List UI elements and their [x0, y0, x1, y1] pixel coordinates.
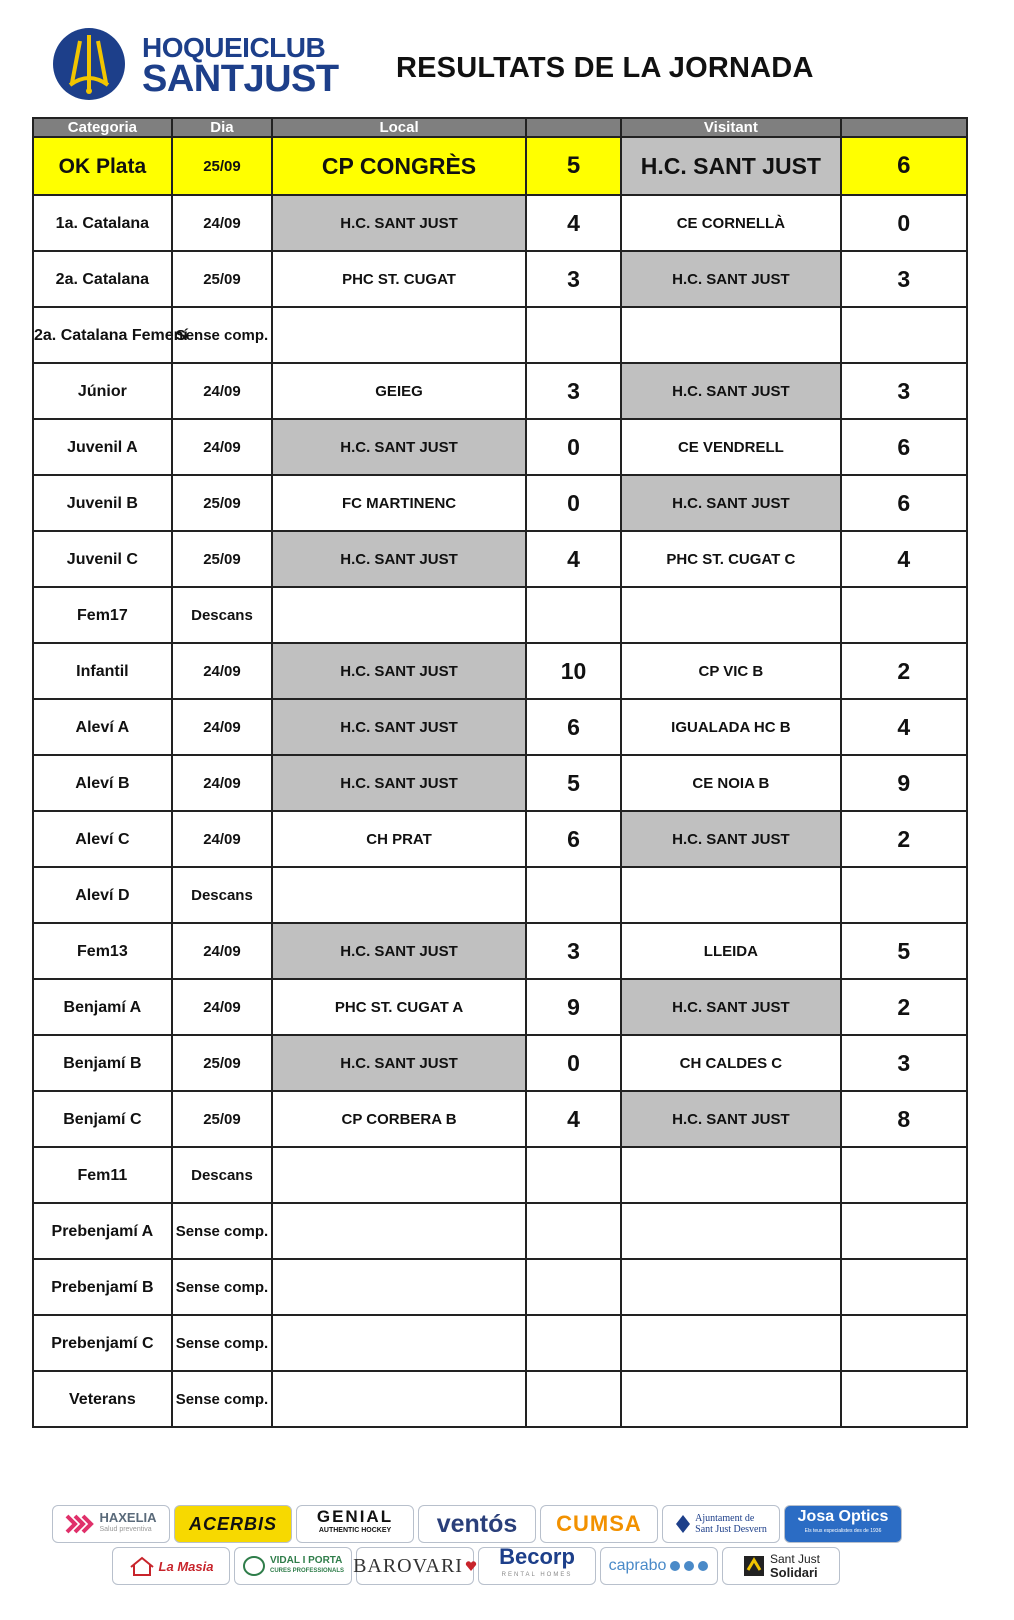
table-row [33, 1147, 967, 1203]
visitor-score-cell: 6 [841, 475, 967, 531]
visitor-score-cell: 3 [841, 363, 967, 419]
local-team-cell [272, 1147, 526, 1203]
day-cell: 24/09 [172, 755, 272, 811]
visitor-team-cell [621, 1371, 841, 1427]
solidari-hands-icon [742, 1554, 766, 1578]
local-score-cell [526, 1147, 621, 1203]
sponsors-strip [52, 1505, 962, 1617]
caprabo-dots-icon [669, 1559, 709, 1573]
visitor-score-cell [841, 1315, 967, 1371]
column-header-local-score [526, 118, 621, 137]
day-cell: 25/09 [172, 1091, 272, 1147]
visitor-team-cell: H.C. SANT JUST [621, 137, 841, 195]
sponsor-tagline: Solidari [769, 1565, 818, 1580]
local-team-cell [272, 1203, 526, 1259]
table-header-row [33, 118, 967, 137]
local-team-cell: H.C. SANT JUST [272, 419, 526, 475]
visitor-score-cell: 2 [841, 643, 967, 699]
visitor-score-cell [841, 1371, 967, 1427]
day-cell: 24/09 [172, 979, 272, 1035]
table-row [33, 1259, 967, 1315]
category-cell: 2a. Catalana [33, 251, 172, 307]
visitor-team-cell: LLEIDA [621, 923, 841, 979]
local-team-cell [272, 867, 526, 923]
visitor-score-cell: 2 [841, 979, 967, 1035]
sponsor-tagline: RENTAL HOMES [501, 1572, 573, 1578]
local-score-cell: 3 [526, 923, 621, 979]
visitor-score-cell: 4 [841, 531, 967, 587]
visitor-team-cell: H.C. SANT JUST [621, 363, 841, 419]
local-score-cell: 6 [526, 811, 621, 867]
local-score-cell: 4 [526, 1091, 621, 1147]
local-team-cell: GEIEG [272, 363, 526, 419]
category-cell: Benjamí B [33, 1035, 172, 1091]
visitor-team-cell: CE NOIA B [621, 755, 841, 811]
category-cell: Aleví D [33, 867, 172, 923]
local-score-cell: 0 [526, 475, 621, 531]
visitor-team-cell: CP VIC B [621, 643, 841, 699]
category-cell: Aleví C [33, 811, 172, 867]
local-team-cell [272, 1259, 526, 1315]
table-row [33, 1203, 967, 1259]
club-crest-icon [52, 27, 126, 101]
visitor-score-cell [841, 307, 967, 363]
category-cell: Aleví B [33, 755, 172, 811]
sponsor-acerbis [174, 1505, 292, 1543]
local-score-cell: 0 [526, 419, 621, 475]
local-score-cell [526, 307, 621, 363]
category-cell: Prebenjamí C [33, 1315, 172, 1371]
table-row [33, 811, 967, 867]
table-row [33, 307, 967, 363]
column-header-day: Dia [172, 118, 272, 137]
visitor-team-cell: IGUALADA HC B [621, 699, 841, 755]
sponsor-name: Josa Optics [797, 1508, 889, 1525]
local-team-cell: H.C. SANT JUST [272, 755, 526, 811]
visitor-score-cell: 2 [841, 811, 967, 867]
sponsor-name: BAROVARI [353, 1554, 463, 1577]
results-table [32, 117, 968, 1428]
sponsor-name: GENIAL [316, 1507, 394, 1526]
local-team-cell: H.C. SANT JUST [272, 699, 526, 755]
sponsor-name: Becorp [499, 1544, 575, 1569]
sponsor-becorp [478, 1544, 596, 1585]
visitor-team-cell [621, 867, 841, 923]
table-row [33, 587, 967, 643]
local-score-cell: 10 [526, 643, 621, 699]
category-cell: OK Plata [33, 137, 172, 195]
club-name-line2: SANTJUST [142, 58, 339, 100]
day-cell: 25/09 [172, 137, 272, 195]
day-cell: 25/09 [172, 251, 272, 307]
category-cell: 1a. Catalana [33, 195, 172, 251]
table-row [33, 251, 967, 307]
sponsor-name: Ajuntament de [695, 1513, 755, 1524]
category-cell: Infantil [33, 643, 172, 699]
visitor-score-cell [841, 867, 967, 923]
sponsor-name: La Masia [158, 1558, 214, 1574]
visitor-score-cell: 6 [841, 137, 967, 195]
visitor-score-cell: 3 [841, 251, 967, 307]
day-cell: 24/09 [172, 643, 272, 699]
visitor-score-cell: 8 [841, 1091, 967, 1147]
local-team-cell [272, 587, 526, 643]
haxelia-chevrons-icon [65, 1514, 95, 1534]
day-cell: 24/09 [172, 699, 272, 755]
local-score-cell [526, 1315, 621, 1371]
barovari-heart-icon [465, 1560, 477, 1572]
day-cell: 24/09 [172, 923, 272, 979]
table-row [33, 475, 967, 531]
category-cell: Juvenil C [33, 531, 172, 587]
local-score-cell: 5 [526, 137, 621, 195]
visitor-score-cell: 6 [841, 419, 967, 475]
day-cell: Sense comp. [172, 307, 272, 363]
local-score-cell: 0 [526, 1035, 621, 1091]
visitor-team-cell: H.C. SANT JUST [621, 1091, 841, 1147]
local-team-cell: CH PRAT [272, 811, 526, 867]
sponsor-name: ACERBIS [188, 1513, 277, 1534]
local-score-cell [526, 1371, 621, 1427]
day-cell: Sense comp. [172, 1371, 272, 1427]
day-cell: Descans [172, 867, 272, 923]
day-cell: 24/09 [172, 363, 272, 419]
local-team-cell [272, 307, 526, 363]
category-cell: Fem11 [33, 1147, 172, 1203]
category-cell: Juvenil A [33, 419, 172, 475]
visitor-team-cell [621, 1203, 841, 1259]
table-row [33, 923, 967, 979]
sponsor-tagline: Sant Just Desvern [695, 1524, 767, 1535]
sponsor-name: Sant Just [769, 1552, 821, 1566]
local-team-cell: H.C. SANT JUST [272, 643, 526, 699]
visitor-score-cell: 9 [841, 755, 967, 811]
visitor-team-cell: H.C. SANT JUST [621, 251, 841, 307]
sponsor-name: caprabo [608, 1557, 667, 1574]
visitor-score-cell: 3 [841, 1035, 967, 1091]
visitor-score-cell [841, 587, 967, 643]
local-team-cell: PHC ST. CUGAT A [272, 979, 526, 1035]
featured-match-row [33, 137, 967, 195]
day-cell: Descans [172, 587, 272, 643]
table-row [33, 979, 967, 1035]
sponsor-tagline: AUTHENTIC HOCKEY [318, 1527, 392, 1534]
visitor-team-cell: CE VENDRELL [621, 419, 841, 475]
visitor-score-cell: 5 [841, 923, 967, 979]
visitor-team-cell [621, 587, 841, 643]
column-header-local: Local [272, 118, 526, 137]
visitor-score-cell: 0 [841, 195, 967, 251]
table-row [33, 1371, 967, 1427]
category-cell: Júnior [33, 363, 172, 419]
sponsor-ajuntament [662, 1505, 780, 1543]
category-cell: Fem17 [33, 587, 172, 643]
visitor-team-cell: PHC ST. CUGAT C [621, 531, 841, 587]
local-team-cell: PHC ST. CUGAT [272, 251, 526, 307]
table-row [33, 1315, 967, 1371]
visitor-team-cell: CE CORNELLÀ [621, 195, 841, 251]
table-row [33, 1035, 967, 1091]
local-score-cell: 5 [526, 755, 621, 811]
local-score-cell [526, 587, 621, 643]
category-cell: 2a. Catalana Femení [33, 307, 172, 363]
category-cell: Fem13 [33, 923, 172, 979]
local-team-cell [272, 1315, 526, 1371]
local-team-cell: CP CONGRÈS [272, 137, 526, 195]
local-score-cell [526, 1259, 621, 1315]
sponsor-genial [296, 1505, 414, 1543]
local-score-cell: 4 [526, 195, 621, 251]
masia-house-icon [129, 1555, 155, 1577]
local-team-cell: CP CORBERA B [272, 1091, 526, 1147]
local-team-cell [272, 1371, 526, 1427]
local-score-cell: 6 [526, 699, 621, 755]
table-row [33, 867, 967, 923]
sponsor-caprabo [600, 1547, 718, 1585]
day-cell: 24/09 [172, 195, 272, 251]
local-score-cell: 4 [526, 531, 621, 587]
sponsor-name: VIDAL I PORTA [269, 1555, 343, 1566]
table-row [33, 755, 967, 811]
sponsor-la-masia [112, 1547, 230, 1585]
category-cell: Prebenjamí B [33, 1259, 172, 1315]
page-title: RESULTATS DE LA JORNADA [396, 52, 814, 84]
local-team-cell: H.C. SANT JUST [272, 531, 526, 587]
local-score-cell [526, 867, 621, 923]
sponsor-barovari [353, 1547, 474, 1585]
ajuntament-emblem-icon [675, 1514, 691, 1534]
table-row [33, 419, 967, 475]
sponsor-vidal-i-porta [234, 1547, 352, 1585]
sponsor-ventos [418, 1505, 536, 1543]
visitor-team-cell [621, 307, 841, 363]
local-score-cell [526, 1203, 621, 1259]
local-team-cell: FC MARTINENC [272, 475, 526, 531]
day-cell: 25/09 [172, 475, 272, 531]
local-team-cell: H.C. SANT JUST [272, 1035, 526, 1091]
table-row [33, 643, 967, 699]
category-cell: Aleví A [33, 699, 172, 755]
category-cell: Benjamí A [33, 979, 172, 1035]
sponsor-haxelia [52, 1505, 170, 1543]
sponsor-tagline: Salud preventiva [99, 1526, 152, 1533]
sponsor-josa-optics [784, 1505, 902, 1543]
day-cell: 25/09 [172, 531, 272, 587]
local-team-cell: H.C. SANT JUST [272, 923, 526, 979]
sponsor-cumsa [540, 1505, 658, 1543]
day-cell: 25/09 [172, 1035, 272, 1091]
vp-circle-icon [242, 1555, 266, 1577]
local-score-cell: 3 [526, 363, 621, 419]
category-cell: Veterans [33, 1371, 172, 1427]
column-header-category: Categoria [33, 118, 172, 137]
visitor-score-cell [841, 1147, 967, 1203]
table-row [33, 699, 967, 755]
day-cell: Sense comp. [172, 1203, 272, 1259]
day-cell: 24/09 [172, 811, 272, 867]
column-header-visitor: Visitant [621, 118, 841, 137]
sponsor-name: CUMSA [556, 1511, 642, 1536]
visitor-score-cell [841, 1259, 967, 1315]
local-score-cell: 9 [526, 979, 621, 1035]
visitor-team-cell: H.C. SANT JUST [621, 979, 841, 1035]
visitor-score-cell [841, 1203, 967, 1259]
sponsor-tagline: CURES PROFESSIONALS [269, 1568, 344, 1574]
visitor-team-cell [621, 1315, 841, 1371]
category-cell: Prebenjamí A [33, 1203, 172, 1259]
table-row [33, 363, 967, 419]
sponsor-name: HAXELIA [99, 1510, 157, 1525]
visitor-team-cell [621, 1259, 841, 1315]
visitor-team-cell [621, 1147, 841, 1203]
day-cell: Descans [172, 1147, 272, 1203]
visitor-team-cell: H.C. SANT JUST [621, 811, 841, 867]
club-name-line1: HOQUEICLUB [142, 32, 326, 63]
table-row [33, 1091, 967, 1147]
sponsor-sant-just-solidari [722, 1547, 840, 1585]
category-cell: Juvenil B [33, 475, 172, 531]
visitor-score-cell: 4 [841, 699, 967, 755]
visitor-team-cell: CH CALDES C [621, 1035, 841, 1091]
day-cell: Sense comp. [172, 1315, 272, 1371]
day-cell: 24/09 [172, 419, 272, 475]
column-header-visitor-score [841, 118, 967, 137]
local-team-cell: H.C. SANT JUST [272, 195, 526, 251]
club-logo [52, 27, 339, 101]
category-cell: Benjamí C [33, 1091, 172, 1147]
sponsor-tagline: Els teus especialistes des de 1936 [804, 1528, 882, 1534]
day-cell: Sense comp. [172, 1259, 272, 1315]
local-score-cell: 3 [526, 251, 621, 307]
table-row [33, 531, 967, 587]
table-row [33, 195, 967, 251]
sponsor-name: ventós [436, 1509, 518, 1538]
visitor-team-cell: H.C. SANT JUST [621, 475, 841, 531]
